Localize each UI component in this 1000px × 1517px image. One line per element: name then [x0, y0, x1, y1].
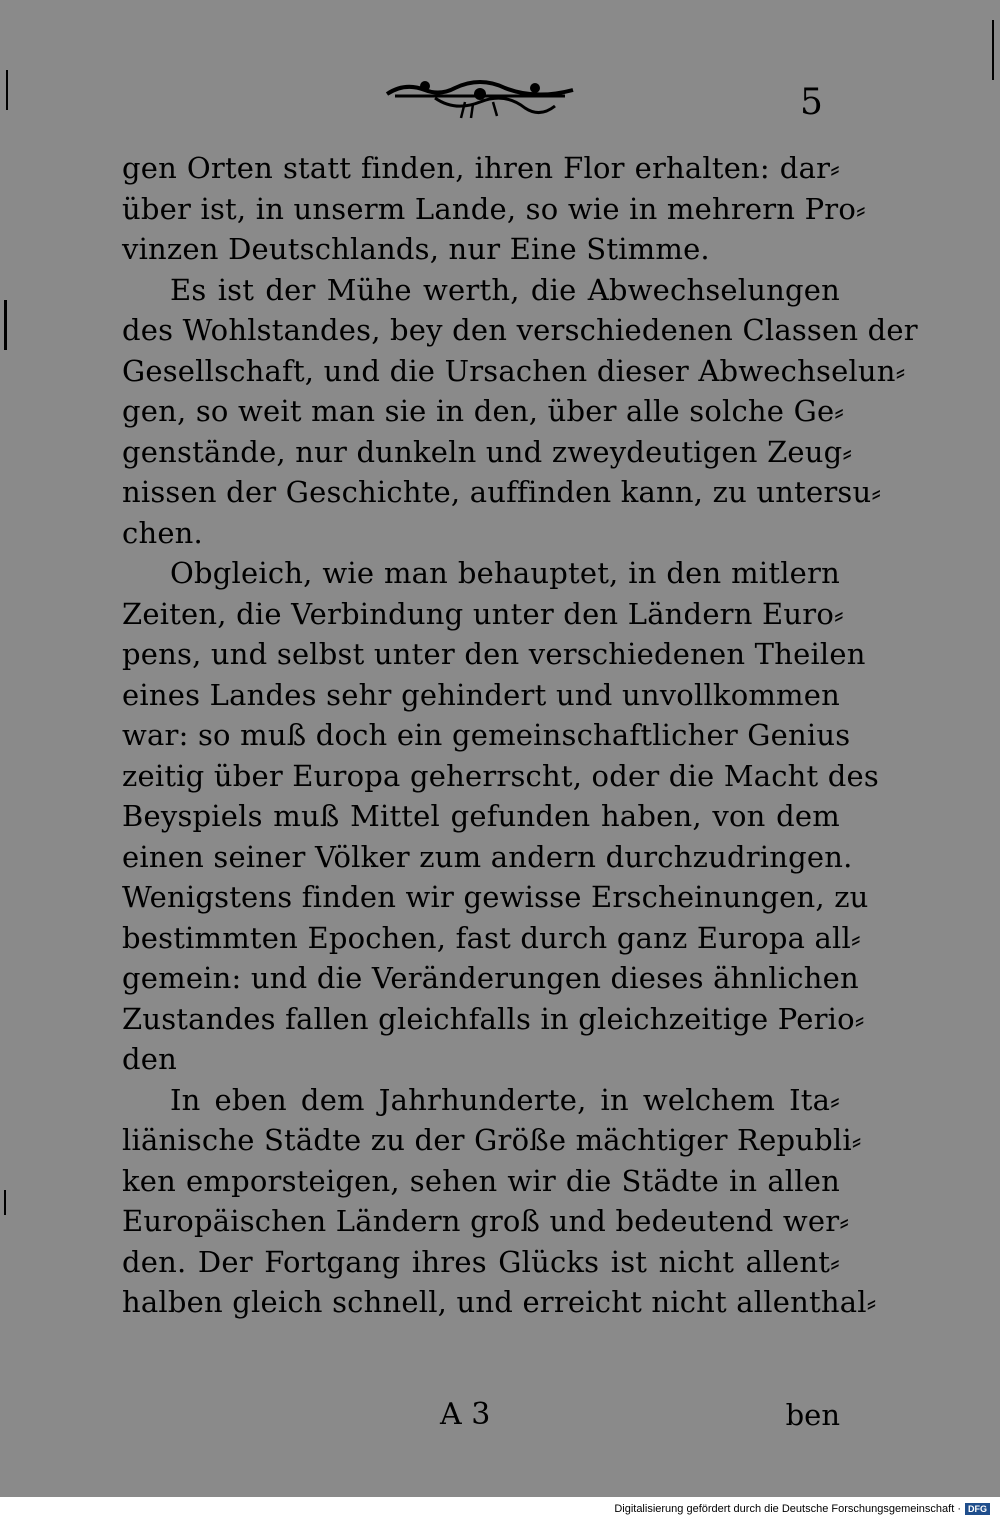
text-line: gen Orten statt finden, ihren Flor erhalten: dar⸗ [122, 151, 840, 185]
text-line: chen. [122, 515, 203, 550]
text-line: ken emporsteigen, sehen wir die Städte in allen [122, 1163, 840, 1198]
text-line: gen, so weit man sie in den, über alle solche Ge⸗ [122, 394, 845, 428]
text-line: Zustandes fallen gleichfalls in gleichzeitige Perio⸗ [122, 1001, 865, 1036]
text-line: Wenigstens finden wir gewisse Erscheinungen, zu [122, 880, 869, 914]
text-line: nissen der Geschichte, auffinden kann, zu untersu⸗ [122, 475, 882, 509]
text-line: Es ist der Mühe werth, die Abwechselungen [170, 272, 840, 307]
text-line: pens, und selbst unter den verschiedenen Theilen [122, 637, 866, 671]
scan-edge-mark [4, 1190, 6, 1215]
decorative-ornament [385, 72, 575, 124]
text-line: bestimmten Epochen, fast durch ganz Europa all⸗ [122, 920, 861, 955]
text-line: liänische Städte zu der Größe mächtiger Republi⸗ [122, 1123, 862, 1157]
scan-edge-mark [4, 300, 7, 350]
body-text [122, 148, 918, 1323]
text-line: In eben dem Jahrhunderte, in welchem Ita⸗ [170, 1082, 840, 1117]
text-line: vinzen Deutschlands, nur Eine Stimme. [122, 232, 710, 266]
text-line: eines Landes sehr gehindert und unvollkommen [122, 677, 840, 712]
text-line: über ist, in unserm Lande, so wie in mehrern Pro⸗ [122, 191, 866, 226]
credit-text: Digitalisierung gefördert durch die Deutsche Forschungsgemeinschaft · [614, 1503, 961, 1515]
text-line: Europäischen Ländern groß und bedeutend wer⸗ [122, 1204, 850, 1238]
text-line: zeitig über Europa geherrscht, oder die Macht des [122, 758, 880, 793]
text-line: den. Der Fortgang ihres Glücks ist nicht allent⸗ [122, 1244, 840, 1279]
text-line: halben gleich schnell, und erreicht nicht allenthal⸗ [122, 1285, 877, 1319]
text-line: Beyspiels muß Mittel gefunden haben, von dem [122, 799, 840, 833]
text-line: einen seiner Völker zum andern durchzudringen. [122, 839, 853, 874]
text-line: war: so muß doch ein gemeinschaftlicher Genius [122, 718, 851, 752]
dfg-logo: DFG [965, 1503, 990, 1515]
page-number: 5 [800, 82, 823, 123]
page-footer [122, 1393, 840, 1437]
text-line: des Wohlstandes, bey den verschiedenen Classen der [122, 313, 918, 347]
text-line: Gesellschaft, und die Ursachen dieser Abwechselun⸗ [122, 353, 906, 388]
scan-edge-mark [6, 70, 8, 110]
catchword: ben [785, 1398, 840, 1432]
text-line: genstände, nur dunkeln und zweydeutigen Zeug⸗ [122, 434, 853, 469]
signature-mark: A 3 [440, 1397, 491, 1432]
text-line: gemein: und die Veränderungen dieses ähnlichen [122, 961, 859, 995]
text-line: Zeiten, die Verbindung unter den Ländern Euro⸗ [122, 596, 844, 631]
text-line: den [122, 1042, 178, 1076]
scan-edge-mark [992, 20, 994, 80]
text-line: Obgleich, wie man behauptet, in den mitlern [170, 556, 840, 590]
digitization-credit [614, 1503, 990, 1515]
